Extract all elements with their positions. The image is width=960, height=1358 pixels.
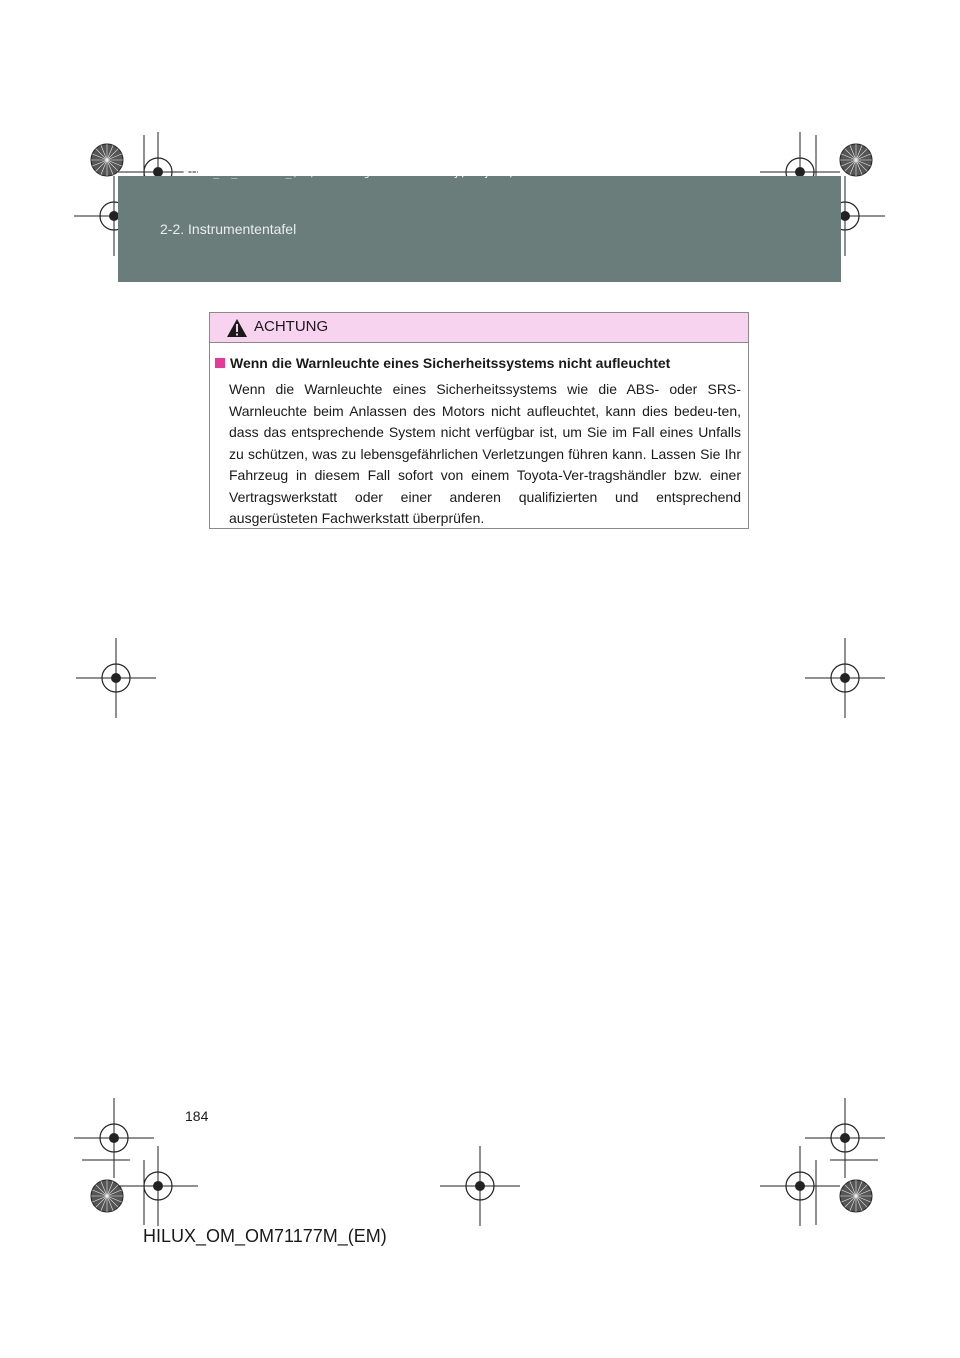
warning-title: ACHTUNG: [254, 318, 329, 335]
warning-heading-text: Wenn die Warnleuchte eines Sicherheitssystems nicht aufleuchtet: [230, 355, 671, 371]
print-stamp: HILUX_OM_OM71177M_(EM).book Page 184 Wednesday, May 16, 2012 1:28 PM: [183, 168, 593, 179]
warning-box: [209, 312, 749, 529]
warning-header: [210, 313, 748, 343]
footer-code: HILUX_OM_OM71177M_(EM): [143, 1226, 387, 1246]
warning-body: Wenn die Warnleuchte eines Sicherheitssystems wie die ABS- oder SRS-Warnleuchte beim Anlassen des Motors nicht aufleuchtet, kann dies bedeu-ten, dass das entsprechende System nicht verfügbar ist, um Sie im Fall eines Unfalls zu schützen, was zu lebensgefährlichen Verletzungen führen kann. Lassen Sie Ihr Fahrzeug in diesem Fall sofort von einem Toyota-Ver-tragshändler bzw. einer Vertragswerkstatt oder einer anderen qualifizierten und entsprechend ausgerüsteten Fachwerkstatt überprüfen.: [229, 381, 741, 526]
page-number: 184: [185, 1108, 209, 1124]
section-label: 2-2. Instrumententafel: [160, 221, 297, 237]
bullet-square-icon: [215, 358, 225, 368]
warning-heading: [215, 355, 670, 371]
warning-triangle-icon: [226, 318, 248, 338]
